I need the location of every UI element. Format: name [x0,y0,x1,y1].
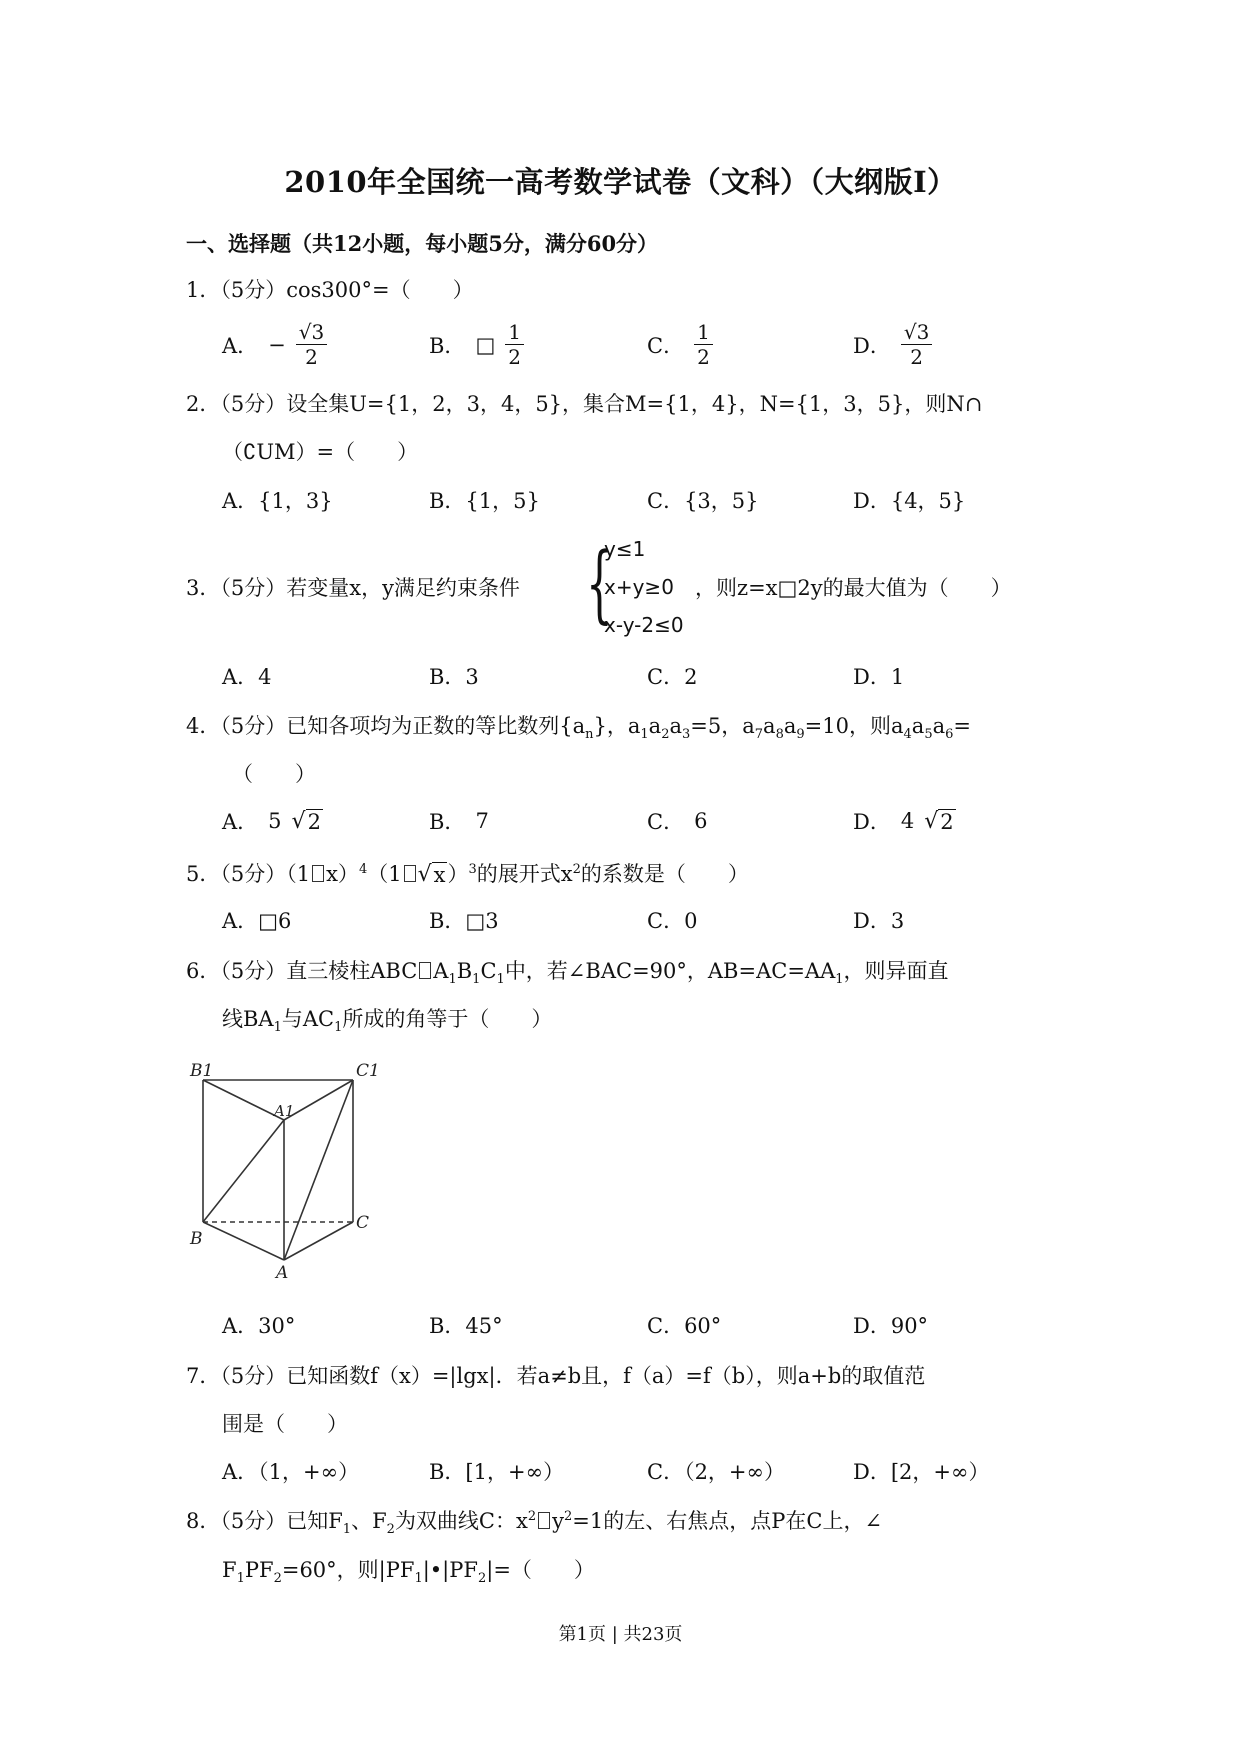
constraint-system [586,534,688,637]
question-1-stem: 1．（5分）cos300°=（ ） [186,278,474,302]
question-2-options [0,485,1241,525]
label-c: C [356,1213,370,1233]
q1-option-a: A． − $\frac{√3}{2}$ [222,322,327,367]
q7-option-d: D．[2，+∞） [853,1460,990,1484]
question-3-options [0,661,1241,701]
constraint-2: x+y≥0 [604,575,674,599]
q2-option-d: D．{4，5} [853,489,966,513]
edge-ba [203,1222,284,1260]
question-8-stem: 8．（5分）已知$F_1$、$F_2$为双曲线C：$x^2$ $y^2=1$的左、右焦点，点P在C上，∠ [186,1509,883,1538]
q5-option-a: A．□6 [222,909,292,933]
q3-option-a: A．4 [222,665,272,689]
sqrt: √ 2 [924,808,954,834]
q7-option-a: A．（1，+∞） [222,1460,360,1484]
q4-option-a: A． 5 √ 2 [222,808,321,834]
edge-b1a1 [203,1080,284,1120]
question-8-stem-cont: $F_1PF_2=60^\circ$，则$|PF_1|•|PF_2|=$（ ） [222,1558,595,1587]
left-brace: { [586,534,613,632]
q4-option-d: D． 4 √ 2 [853,808,954,834]
page-title: 2010年全国统一高考数学试卷（文科）（大纲版I） [284,165,957,199]
constraint-1: y≤1 [604,537,646,561]
question-5-stem: 5．（5分）（1 x）$^4$（1 √ x ）$^3$的展开式$x^2$的系数是（ ） [186,862,749,887]
label-a1: A1 [274,1102,295,1120]
question-4-stem: 4．（5分）已知各项均为正数的等比数列$\{a_n\}$，$a_1a_2a_3=5$，$a_7a_8a_9=10$，则$a_4a_5a_6=$ [186,714,972,743]
q2-option-a: A．{1，3} [222,489,333,513]
constraint-3: x-y-2≤0 [604,613,684,637]
label-c1: C1 [356,1061,380,1081]
question-3-stem: 3．（5分）若变量x，y满足约束条件 [186,576,520,600]
q3-option-b: B．3 [429,665,479,689]
segment-ba1 [203,1120,284,1222]
sqrt: √ 2 [291,808,321,834]
question-4-options [0,806,1241,846]
question-7-stem-cont: 围是（ ） [222,1412,348,1436]
q5-option-b: B．□3 [429,909,499,933]
q2-option-b: B．{1，5} [429,489,540,513]
question-6-stem: 6．（5分）直三棱柱ABC $A_1B_1C_1$中，若∠BAC=90°，$AB=AC=AA_1$，则异面直 [186,959,949,988]
question-6-options [0,1310,1241,1350]
q1-option-c: C． $\frac{1}{2}$ [647,322,713,367]
q6-option-c: C．60° [647,1314,722,1338]
question-3-stem-cont: ，则z=x□2y的最大值为（ ） [695,576,1012,600]
q5-option-d: D．3 [853,909,905,933]
fraction: $\frac{1}{2}$ [505,322,524,367]
q4-option-b: B． 7 [429,809,489,834]
question-6-stem-cont: 线$BA_1$与$AC_1$所成的角等于（ ） [222,1007,553,1036]
q3-option-c: C．2 [647,665,698,689]
section-heading: 一、选择题（共12小题，每小题5分，满分60分） [186,231,659,256]
label-b1: B1 [190,1061,214,1081]
q1-option-d: D． $\frac{√3}{2}$ [853,322,932,367]
label-a: A [276,1263,289,1283]
page-footer: 第1页 | 共23页 [558,1624,683,1645]
question-5-options [0,905,1241,945]
q7-option-b: B．[1，+∞） [429,1460,565,1484]
q2-option-c: C．{3，5} [647,489,759,513]
fraction: $\frac{√3}{2}$ [296,322,327,367]
question-7-options [0,1456,1241,1496]
q4-option-c: C． 6 [647,809,708,834]
prism-figure [188,1060,388,1290]
q6-option-d: D．90° [853,1314,929,1338]
question-2-stem-cont: （∁UM）=（ ） [222,440,419,464]
q6-option-b: B．45° [429,1314,503,1338]
q7-option-c: C．（2，+∞） [647,1460,786,1484]
question-4-stem-cont: （ ） [232,762,316,786]
question-1-options [0,320,1241,369]
q3-option-d: D．1 [853,665,905,689]
q1-option-b: B． □ $\frac{1}{2}$ [429,322,524,367]
question-7-stem: 7．（5分）已知函数f（x）=|lgx|．若a≠b且，f（a）=f（b），则a+b的取值范 [186,1364,926,1388]
fraction: $\frac{1}{2}$ [694,322,713,367]
question-2-stem: 2．（5分）设全集U={1，2，3，4，5}，集合M={1，4}，N={1，3，5}，则N∩ [186,392,983,416]
q6-option-a: A．30° [222,1314,296,1338]
label-b: B [190,1229,203,1249]
fraction: $\frac{√3}{2}$ [901,322,932,367]
q5-option-c: C．0 [647,909,698,933]
edge-ca [284,1222,353,1260]
